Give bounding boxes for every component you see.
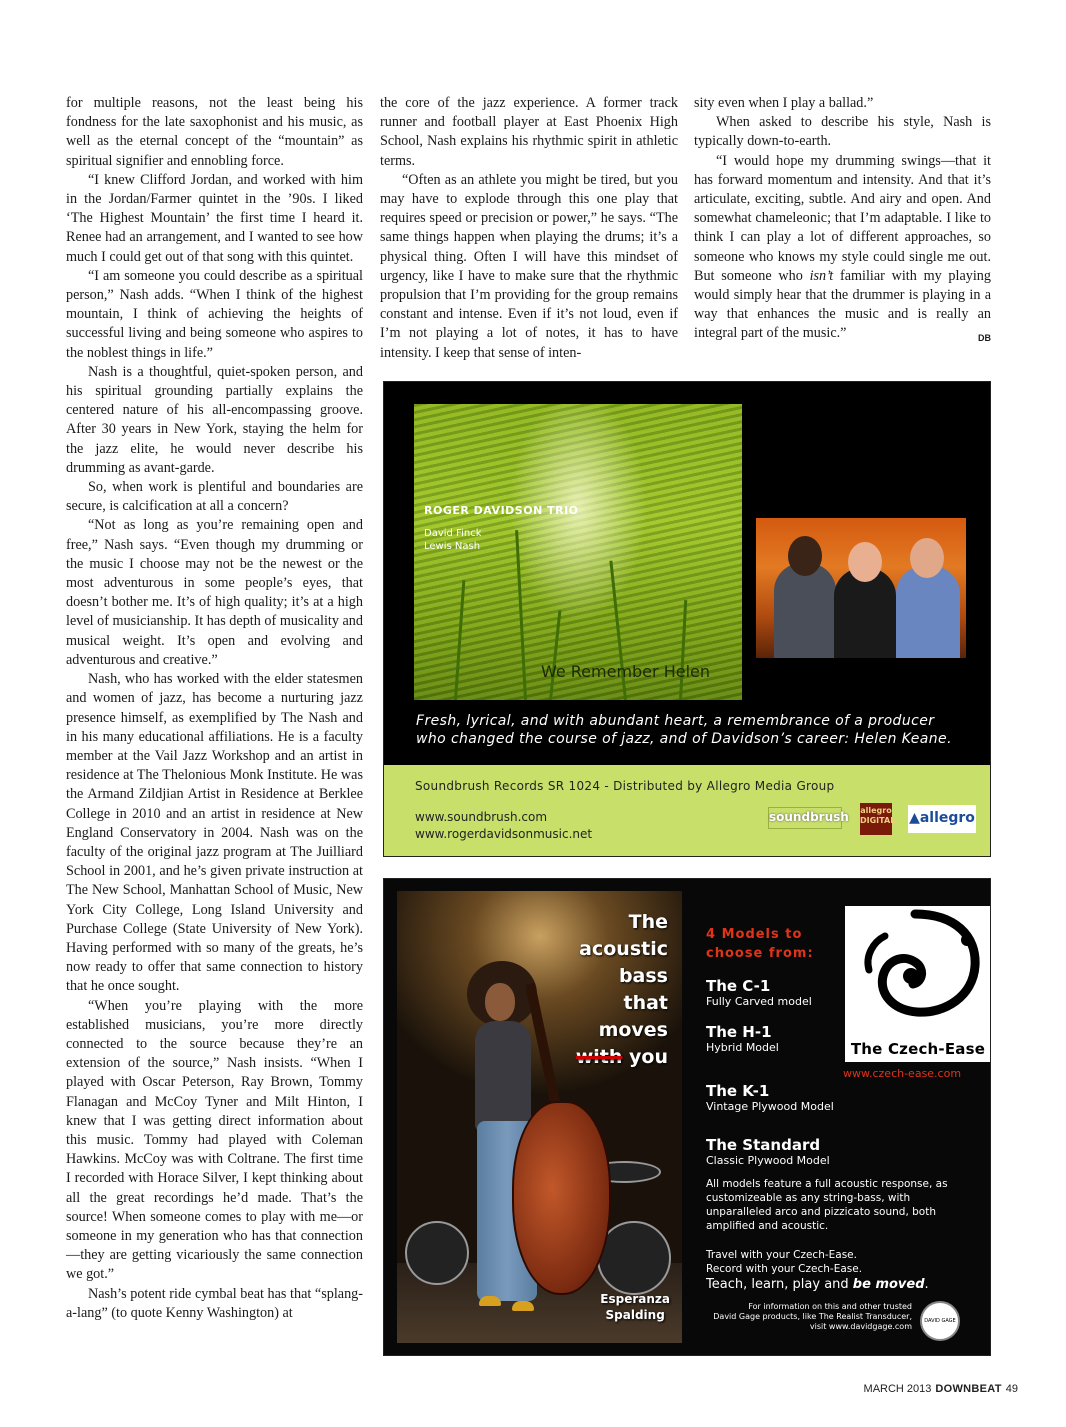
- brand-name: The Czech-Ease: [850, 1040, 986, 1058]
- artist-caption: [600, 1291, 670, 1323]
- model-name: The C-1: [706, 977, 771, 995]
- drum-graphic: [405, 1221, 469, 1285]
- slogan-line: moves: [598, 1019, 668, 1041]
- models-list: [706, 925, 834, 1168]
- slogan-line: acoustic: [579, 938, 668, 960]
- reed-graphic: [515, 530, 527, 700]
- brand-url[interactable]: www.czech-ease.com: [843, 1067, 962, 1080]
- paragraph-text: “I would hope my drumming swings—that it has forward momentum and intensity. And that it’s articulate, exciting, subtle. And airy and open. And somewhat chameleonic; that I’m adaptable. I like to think I can play a lot of different approaches, so someone who knows my style could single me out. But someone who: [694, 152, 991, 284]
- quote-line: who changed the course of jazz, and of Davidson’s career: Helen Keane.: [416, 731, 952, 747]
- model-description: Fully Carved model: [706, 995, 812, 1008]
- slogan-line: [576, 1044, 668, 1071]
- model-name: The Standard: [706, 1136, 821, 1154]
- magazine-name: DOWNBEAT: [935, 1383, 1002, 1395]
- album-artist: ROGER DAVIDSON TRIO: [424, 504, 579, 517]
- performer-photo: [397, 891, 682, 1343]
- paragraph-text: familiar with my playing would simply hear that the drummer is playing in a way that enhances the music and is really an integral part of the music.”: [694, 267, 991, 342]
- page-folio: [864, 1383, 1018, 1395]
- slogan-line: The: [628, 911, 668, 933]
- article-column-2: [380, 94, 678, 363]
- description-line: unparalleled arco and pizzicato sound, both: [706, 1206, 936, 1218]
- article-column-3: [694, 94, 991, 349]
- shoe-graphic: [512, 1301, 534, 1311]
- paragraph: When asked to describe his style, Nash is typically down-to-earth.: [694, 114, 991, 150]
- info-text: [706, 1302, 912, 1332]
- page-number: 49: [1005, 1383, 1018, 1395]
- description-line: amplified and acoustic.: [706, 1220, 829, 1232]
- ad-slogan: [576, 909, 668, 1071]
- url-link[interactable]: www.rogerdavidsonmusic.net: [415, 827, 593, 841]
- czech-ease-logo: [845, 906, 991, 1062]
- distribution-text: Soundbrush Records SR 1024 - Distributed by Allegro Media Group: [415, 779, 835, 793]
- description-line: customizeable as any string-bass, with: [706, 1192, 911, 1204]
- person-figure: [774, 563, 836, 658]
- person-figure: [896, 566, 960, 658]
- model-description: Classic Plywood Model: [706, 1154, 830, 1167]
- album-cover: [414, 404, 742, 700]
- issue-date: MARCH 2013: [863, 1383, 932, 1395]
- tagline-emphasis: be moved: [852, 1277, 925, 1292]
- scroll-icon: [845, 906, 991, 1038]
- travel-line: Travel with your Czech-Ease.: [706, 1249, 857, 1261]
- logo-text: DIGITAL: [860, 816, 896, 825]
- models-header: 4 Models to: [706, 927, 803, 942]
- shoe-graphic: [479, 1296, 501, 1306]
- paragraph: Nash, who has worked with the elder statesmen and women of jazz, has become a nurturing jazz presence himself, as exemplified by The Nash and in his many educational affiliations. He is a faculty member at the Vail Jazz Workshop and an artist in residence at The Thelonious Monk Institute. He was the Armand Zildjian Artist in Residence at Berklee College in 2010 and an artist in residence at New England Conservatory in 2004. Nash was on the faculty of the original jazz program at The Juilliard School in 2001, and he’s given private instruction at The New School, Manhattan School of Music, New York City College, Long Island University and Purchase College (State University of New York). Having performed with so many of the greats, he’s now ready to offer that same connection to history that he once sought.: [66, 671, 363, 995]
- artist-name: Spalding: [605, 1308, 665, 1322]
- end-mark: DB: [978, 333, 991, 344]
- person-head: [788, 536, 822, 576]
- info-line: visit www.davidgage.com: [809, 1322, 912, 1331]
- tagline-text: .: [924, 1277, 929, 1292]
- reed-graphic: [549, 610, 561, 700]
- paragraph: “Not as long as you’re remaining open and free,” Nash says. “Even though my drumming or the music I choose may not be the newest or the most adventurous in some people’s eyes, that doesn’t bother me. It’s of high quality; it’s at a high level of musicianship. It has depth of musicality and musical weight. It’s open and evolving and adventurous and creative.”: [66, 517, 363, 668]
- tagline: [706, 1277, 929, 1292]
- allegro-logo: [908, 805, 976, 833]
- reed-graphic: [679, 600, 687, 700]
- travel-line: Record with your Czech-Ease.: [706, 1263, 863, 1275]
- paragraph: [694, 152, 991, 344]
- jacket-graphic: [475, 1021, 531, 1131]
- ad-quote: [416, 712, 976, 748]
- paragraph: “Often as an athlete you might be tired, but you may have to explode through this one play that requires speed or precision or power,” he says. “The same things happen when playing the drums; it’s a physical thing. Often I will have this mindset of urgency, like I have to make sure that the rhythmic propulsion that I’m providing for the group remains constant and intense. Even if it’s not loud, even if I’m not playing a lot of notes, it has to have intensity. I keep that sense of inten-: [380, 171, 678, 361]
- paragraph: “I am someone you could describe as a spiritual person,” Nash adds. “When I think of the highest mountain, I think of achieving the heights of successful living and being someone who aspires to the noblest things in life.”: [66, 267, 363, 361]
- model-description: Vintage Plywood Model: [706, 1100, 834, 1113]
- article-column-1: [66, 94, 363, 1323]
- paragraph: “I knew Clifford Jordan, and worked with him in the Jordan/Farmer quintet in the ’90s. I liked ‘The Highest Mountain’ the first time I heard it. Renee had an arrangement, and I wanted to see how much I could get out of that song with this quintet.: [66, 171, 363, 265]
- travel-text: [706, 1248, 862, 1276]
- slogan-word: you: [629, 1046, 668, 1068]
- ad-footer: [384, 765, 990, 857]
- album-advertisement: [383, 381, 991, 857]
- paragraph: Nash’s potent ride cymbal beat has that “splang-a-lang” (to quote Kenny Washington) at: [66, 1285, 363, 1321]
- url-link[interactable]: www.soundbrush.com: [415, 810, 548, 824]
- bass-advertisement: [383, 878, 991, 1356]
- quote-line: Fresh, lyrical, and with abundant heart, a remembrance of a producer: [416, 713, 935, 729]
- paragraph: the core of the jazz experience. A former track runner and football player at East Phoenix High School, Nash explains his rhythmic spirit in athletic terms.: [380, 95, 678, 169]
- slogan-line: bass: [618, 965, 668, 987]
- sail-icon: ▲: [909, 810, 920, 826]
- paragraph: for multiple reasons, not the least being his fondness for the late saxophonist and his music, as well as the eternal concept of the “mountain” as spiritual signifier and ennobling force.: [66, 95, 363, 169]
- album-member: Lewis Nash: [424, 541, 481, 552]
- info-line: For information on this and other trusted: [748, 1302, 912, 1311]
- struck-word: with: [575, 1046, 623, 1068]
- models-header: choose from:: [706, 946, 814, 961]
- allegro-digital-logo: [860, 803, 896, 835]
- person-head: [910, 538, 944, 578]
- logo-text: allegro: [919, 810, 975, 826]
- slogan-line: that: [623, 992, 668, 1014]
- logo-text: allegro: [860, 806, 892, 815]
- info-line: David Gage products, like The Realist Transducer,: [713, 1312, 912, 1321]
- models-description: [706, 1177, 961, 1233]
- artist-name: Esperanza: [600, 1292, 670, 1306]
- soundbrush-logo: soundbrush: [768, 807, 842, 829]
- trio-photo: [756, 518, 966, 658]
- model-description: Hybrid Model: [706, 1041, 779, 1054]
- face-graphic: [485, 983, 515, 1021]
- reed-graphic: [454, 580, 465, 700]
- paragraph: So, when work is plentiful and boundaries are secure, is calcification at all a concern?: [66, 479, 363, 515]
- model-name: The K-1: [706, 1082, 770, 1100]
- david-gage-seal: DAVID GAGE: [920, 1301, 960, 1341]
- paragraph: Nash is a thoughtful, quiet-spoken person, and his spiritual grounding partially explains the centered nature of his all-encompassing groove. After 30 years in New York, staying the helm for the jazz elite, he would never describe his drumming as avant-garde.: [66, 363, 363, 476]
- tagline-text: Teach, learn, play and: [706, 1277, 853, 1292]
- person-head: [848, 542, 882, 582]
- album-title: We Remember Helen: [540, 662, 710, 681]
- upright-bass-graphic: [512, 1101, 611, 1295]
- emphasis-text: isn’t: [809, 267, 834, 284]
- model-name: The H-1: [706, 1023, 772, 1041]
- album-member: David Finck: [424, 528, 482, 539]
- paragraph: sity even when I play a ballad.”: [694, 95, 874, 111]
- paragraph: “When you’re playing with the more established musicians, you’re more directly connected to the source because they’re an extension of the source,” Nash insists. “When I played with Oscar Peterson, Ray Brown, Tommy Flanagan and McCoy Tyner and Milt Hinton, I knew that I was getting direct information about this music. Tommy had played with Coleman Hawkins. McCoy was with Coltrane. The first time I recorded with Horace Silver, I kept thinking about all the great recordings he’d made. That’s the source! When someone comes to play with me—or someone in my generation who has that connection—they are getting vicariously the same connection we got.”: [66, 997, 363, 1283]
- description-line: All models feature a full acoustic response, as: [706, 1178, 948, 1190]
